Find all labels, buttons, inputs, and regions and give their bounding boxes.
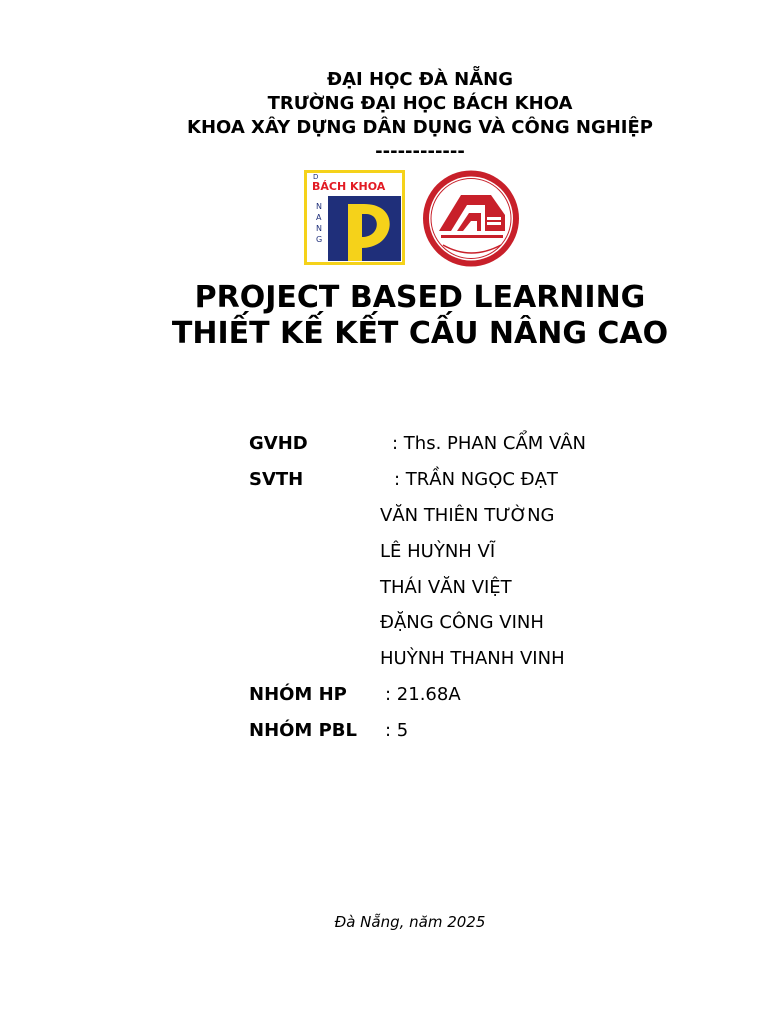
course-title: THIẾT KẾ KẾT CẤU NÂNG CAO xyxy=(171,316,669,351)
nhom-hp-label: NHÓM HP xyxy=(249,684,347,705)
svg-text:N: N xyxy=(316,202,322,211)
university-name: ĐẠI HỌC ĐÀ NẴNG xyxy=(327,69,513,90)
member-name: THÁI VĂN VIỆT xyxy=(380,577,512,598)
nhom-pbl-label: NHÓM PBL xyxy=(249,720,357,741)
faculty-name: KHOA XÂY DỰNG DÂN DỤNG VÀ CÔNG NGHIỆP xyxy=(187,117,653,138)
gvhd-label: GVHD xyxy=(249,433,308,454)
member-name: ĐẶNG CÔNG VINH xyxy=(380,612,544,633)
svth-first-member: : TRẦN NGỌC ĐẠT xyxy=(394,469,558,490)
svg-text:A: A xyxy=(316,213,322,222)
project-title: PROJECT BASED LEARNING xyxy=(194,280,646,315)
bach-khoa-logo xyxy=(304,170,405,265)
place-date: Đà Nẵng, năm 2025 xyxy=(334,913,486,931)
header-separator: ------------ xyxy=(375,141,465,162)
faculty-seal-logo xyxy=(421,169,522,268)
logo-bk-text: BÁCH KHOA xyxy=(312,180,386,193)
svg-text:N: N xyxy=(316,224,322,233)
member-name: LÊ HUỲNH VĨ xyxy=(380,541,496,562)
nhom-pbl-value: : 5 xyxy=(385,720,409,741)
nhom-hp-value: : 21.68A xyxy=(385,684,461,705)
gvhd-value: : Ths. PHAN CẨM VÂN xyxy=(392,433,586,454)
member-name: VĂN THIÊN TƯỜNG xyxy=(380,505,555,526)
school-name: TRƯỜNG ĐẠI HỌC BÁCH KHOA xyxy=(267,93,573,114)
svth-label: SVTH xyxy=(249,469,304,490)
svg-text:G: G xyxy=(316,235,323,244)
member-name: HUỲNH THANH VINH xyxy=(380,648,565,669)
svg-text:D: D xyxy=(313,173,319,181)
